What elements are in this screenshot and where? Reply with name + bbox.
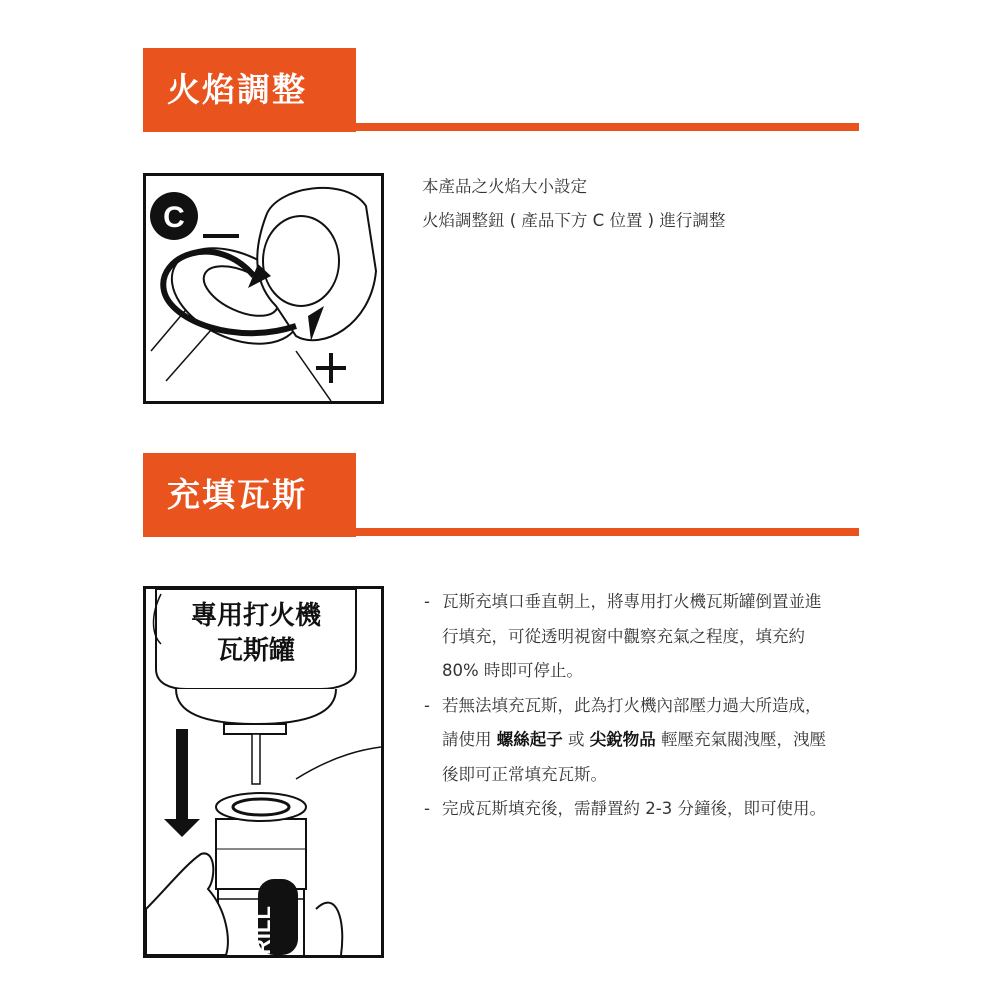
instruction-2-text-b: 或 <box>562 730 590 749</box>
flame-section-title: 火焰調整 <box>143 48 356 132</box>
instruction-2-text-a: 若無法填充瓦斯，此為打火機內部壓力過大所造成，請使用 <box>442 695 822 749</box>
c-badge-label: C <box>163 201 185 234</box>
instruction-2-text-c: 輕壓充氣閥洩壓，洩壓後即可正常填充瓦斯。 <box>442 730 826 784</box>
down-arrow-icon <box>176 729 188 824</box>
sharp-object-emphasis: 尖銳物品 <box>589 730 656 749</box>
refill-instructions-list <box>424 585 834 827</box>
refill-section-title: 充填瓦斯 <box>143 453 356 537</box>
can-label-line-2: 瓦斯罐 <box>216 635 296 665</box>
minus-sign-icon <box>203 234 239 238</box>
flame-text-line-2: 火焰調整鈕 ( 產品下方 C 位置 ) 進行調整 <box>422 211 726 230</box>
flame-adjust-illustration <box>143 173 384 404</box>
refill-instruction-2 <box>424 689 834 793</box>
gas-refill-illustration <box>143 586 384 958</box>
refill-instruction-1: - 瓦斯充填口垂直朝上，將專用打火機瓦斯罐倒置並進行填充，可從透明視窗中觀察充氣之程度，填充約 80% 時即可停止。 <box>424 585 834 689</box>
refill-instruction-3: - 完成瓦斯填充後，需靜置約 2-3 分鐘後，即可使用。 <box>424 792 834 827</box>
flame-text-line-1: 本產品之火焰大小設定 <box>422 177 587 196</box>
lighter-brand-text: RILL <box>250 906 275 955</box>
can-label-line-1: 專用打火機 <box>190 600 322 630</box>
screwdriver-emphasis: 螺絲起子 <box>496 730 563 749</box>
